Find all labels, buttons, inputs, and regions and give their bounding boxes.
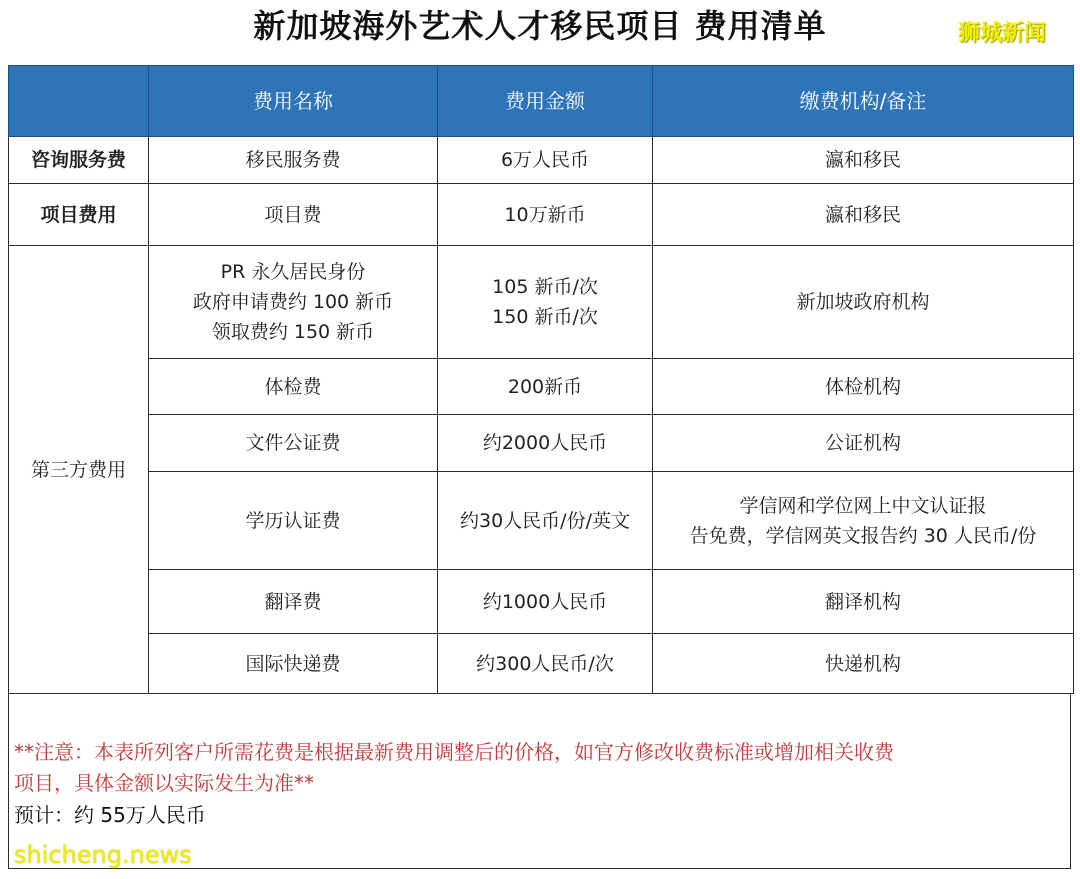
fee-amount-cell: 约1000人民币 xyxy=(438,570,653,634)
page-title: 新加坡海外艺术人才移民项目 费用清单 xyxy=(253,7,827,45)
fee-name-cell: 国际快递费 xyxy=(149,634,438,694)
table-row xyxy=(9,415,1074,472)
fee-amount-cell: 10万新币 xyxy=(438,184,653,246)
table-row xyxy=(9,184,1074,246)
estimated-total: 预计：约 55万人民币 xyxy=(14,803,206,827)
fee-amount-line: 105 新币/次 xyxy=(492,276,598,298)
fee-amount-line: 150 新币/次 xyxy=(492,306,598,328)
org-line: 学信网和学位网上中文认证报 xyxy=(739,494,987,517)
fee-amount-cell: 约300人民币/次 xyxy=(438,634,653,694)
org-cell: 瀛和移民 xyxy=(653,184,1074,246)
table-row xyxy=(9,137,1074,184)
fee-amount-cell: 6万人民币 xyxy=(438,137,653,184)
watermark-logo-top: 狮城新闻 xyxy=(958,21,1047,46)
org-cell: 翻译机构 xyxy=(653,570,1074,634)
table-row xyxy=(9,246,1074,359)
header-category xyxy=(9,66,149,137)
fee-name-cell: 项目费 xyxy=(149,184,438,246)
fee-amount-cell: 约2000人民币 xyxy=(438,415,653,472)
category-cell: 第三方费用 xyxy=(9,246,149,694)
org-line: 告免费，学信网英文报告约 30 人民币/份 xyxy=(689,524,1037,547)
fee-name-line: PR 永久居民身份 xyxy=(220,261,366,283)
table-row xyxy=(9,634,1074,694)
table-row xyxy=(9,472,1074,570)
org-cell: 体检机构 xyxy=(653,359,1074,415)
category-cell: 咨询服务费 xyxy=(9,137,149,184)
header-fee-amount: 费用金额 xyxy=(438,66,653,137)
org-cell: 公证机构 xyxy=(653,415,1074,472)
fee-name-cell: 学历认证费 xyxy=(149,472,438,570)
warning-note xyxy=(14,737,1069,799)
fee-name-cell: 文件公证费 xyxy=(149,415,438,472)
category-cell: 项目费用 xyxy=(9,184,149,246)
org-cell: 新加坡政府机构 xyxy=(653,246,1074,359)
warning-line: 项目，具体金额以实际发生为准** xyxy=(14,771,314,795)
table-row xyxy=(9,359,1074,415)
org-cell: 瀛和移民 xyxy=(653,137,1074,184)
fee-name-line: 政府申请费约 100 新币 xyxy=(192,291,394,313)
note-box xyxy=(8,693,1071,869)
org-cell: 快递机构 xyxy=(653,634,1074,694)
fee-table xyxy=(8,65,1074,694)
fee-amount-cell: 200新币 xyxy=(438,359,653,415)
fee-amount-cell xyxy=(438,246,653,359)
header-fee-name: 费用名称 xyxy=(149,66,438,137)
fee-name-line: 领取费约 150 新币 xyxy=(211,321,375,343)
header-org-note: 缴费机构/备注 xyxy=(653,66,1074,137)
fee-name-cell: 移民服务费 xyxy=(149,137,438,184)
org-cell xyxy=(653,472,1074,570)
fee-name-cell: 翻译费 xyxy=(149,570,438,634)
table-header-row xyxy=(9,66,1074,137)
fee-name-cell xyxy=(149,246,438,359)
table-row xyxy=(9,570,1074,634)
fee-amount-cell: 约30人民币/份/英文 xyxy=(438,472,653,570)
warning-line: **注意：本表所列客户所需花费是根据最新费用调整后的价格，如官方修改收费标准或增加相关收费 xyxy=(14,740,894,764)
watermark-url: shicheng.news xyxy=(14,841,192,869)
fee-name-cell: 体检费 xyxy=(149,359,438,415)
